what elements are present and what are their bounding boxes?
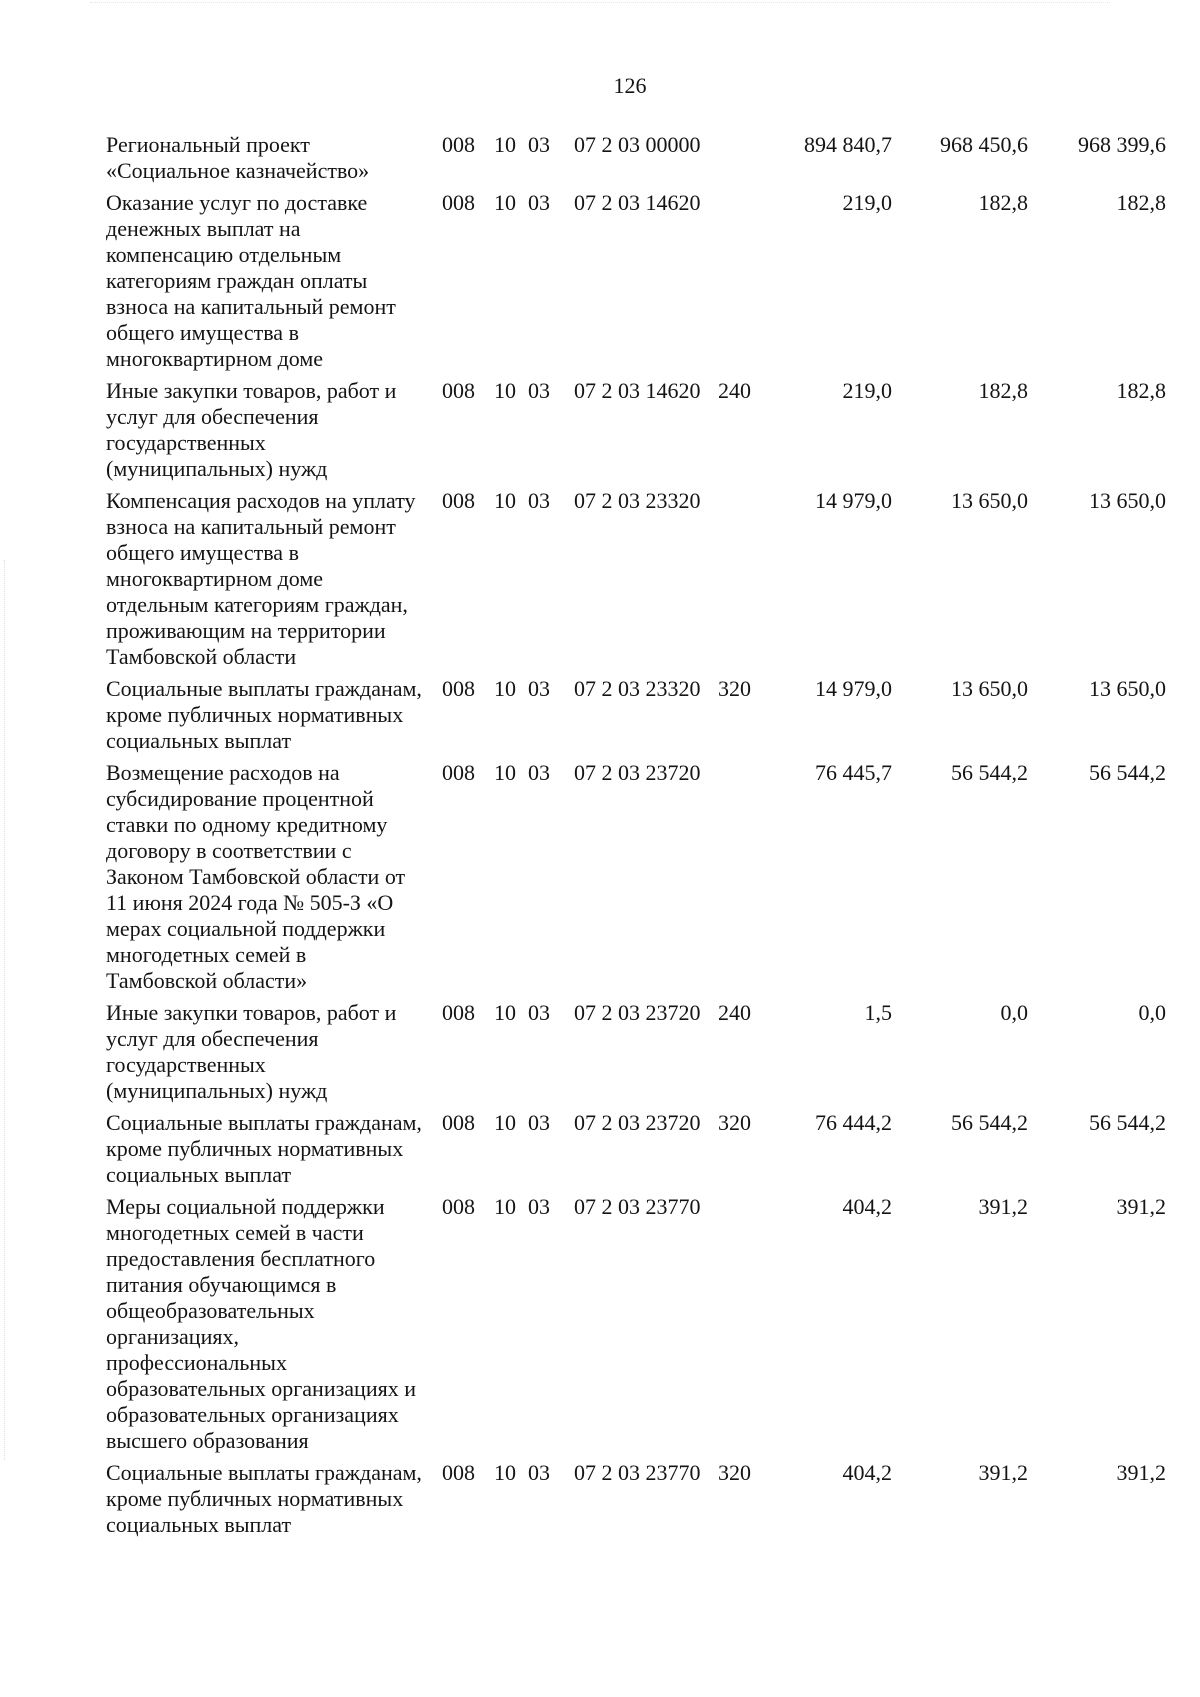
- subsection-code: 03: [528, 1110, 550, 1135]
- amount-year-3: 391,2: [1116, 1194, 1166, 1219]
- target-article: 07 2 03 23770: [574, 1194, 701, 1219]
- amount-year-2: 13 650,0: [951, 676, 1028, 701]
- row-name: Меры социальной поддержки многодетных семей в части предоставления бесплатного питания обучающимся в общеобразовательных организациях, профессиональных образовательных организациях и образовательных организациях высшего образования: [106, 1194, 416, 1453]
- section-code: 10: [494, 378, 516, 403]
- row-name: Возмещение расходов на субсидирование процентной ставки по одному кредитному договору в соответствии с Законом Тамбовской области от 11 июня 2024 года № 505-З «О мерах социальной поддержки многодетных семей в Тамбовской области»: [106, 760, 406, 993]
- ministry-code: 008: [442, 488, 475, 513]
- ministry-code: 008: [442, 1194, 475, 1219]
- amount-year-2: 391,2: [978, 1460, 1028, 1485]
- amount-year-2: 391,2: [978, 1194, 1028, 1219]
- scan-top-artifact: [90, 2, 1110, 4]
- table-row: [0, 1000, 1200, 1110]
- expense-type: 320: [718, 1460, 751, 1485]
- target-article: 07 2 03 14620: [574, 190, 701, 215]
- amount-year-1: 76 444,2: [815, 1110, 892, 1135]
- row-name: Компенсация расходов на уплату взноса на капитальный ремонт общего имущества в многоквартирном доме отдельным категориям граждан, проживающим на территории Тамбовской области: [106, 488, 416, 669]
- amount-year-1: 14 979,0: [815, 488, 892, 513]
- subsection-code: 03: [528, 1460, 550, 1485]
- amount-year-1: 14 979,0: [815, 676, 892, 701]
- section-code: 10: [494, 190, 516, 215]
- section-code: 10: [494, 760, 516, 785]
- amount-year-3: 391,2: [1116, 1460, 1166, 1485]
- amount-year-3: 56 544,2: [1089, 1110, 1166, 1135]
- target-article: 07 2 03 23320: [574, 676, 701, 701]
- budget-table: [0, 132, 1200, 1544]
- subsection-code: 03: [528, 676, 550, 701]
- subsection-code: 03: [528, 132, 550, 157]
- amount-year-2: 182,8: [978, 378, 1028, 403]
- section-code: 10: [494, 676, 516, 701]
- ministry-code: 008: [442, 378, 475, 403]
- table-row: [0, 1460, 1200, 1544]
- table-row: [0, 676, 1200, 760]
- ministry-code: 008: [442, 676, 475, 701]
- ministry-code: 008: [442, 132, 475, 157]
- row-name: Региональный проект «Социальное казначейство»: [106, 132, 370, 183]
- row-name: Оказание услуг по доставке денежных выплат на компенсацию отдельным категориям граждан оплаты взноса на капитальный ремонт общего имущества в многоквартирном доме: [106, 190, 396, 371]
- expense-type: 320: [718, 1110, 751, 1135]
- amount-year-1: 219,0: [842, 190, 892, 215]
- amount-year-2: 0,0: [1000, 1000, 1028, 1025]
- subsection-code: 03: [528, 760, 550, 785]
- section-code: 10: [494, 1000, 516, 1025]
- amount-year-3: 0,0: [1138, 1000, 1166, 1025]
- section-code: 10: [494, 1110, 516, 1135]
- ministry-code: 008: [442, 1110, 475, 1135]
- expense-type: 240: [718, 378, 751, 403]
- section-code: 10: [494, 1194, 516, 1219]
- subsection-code: 03: [528, 1000, 550, 1025]
- row-name: Социальные выплаты гражданам, кроме публичных нормативных социальных выплат: [106, 1460, 422, 1537]
- amount-year-1: 894 840,7: [804, 132, 892, 157]
- row-name: Иные закупки товаров, работ и услуг для обеспечения государственных (муниципальных) нужд: [106, 1000, 397, 1103]
- amount-year-2: 56 544,2: [951, 760, 1028, 785]
- table-row: [0, 760, 1200, 1000]
- amount-year-2: 182,8: [978, 190, 1028, 215]
- subsection-code: 03: [528, 378, 550, 403]
- expense-type: 240: [718, 1000, 751, 1025]
- amount-year-3: 13 650,0: [1089, 488, 1166, 513]
- amount-year-1: 404,2: [842, 1194, 892, 1219]
- amount-year-2: 56 544,2: [951, 1110, 1028, 1135]
- section-code: 10: [494, 132, 516, 157]
- table-row: [0, 1110, 1200, 1194]
- amount-year-2: 968 450,6: [940, 132, 1028, 157]
- subsection-code: 03: [528, 488, 550, 513]
- amount-year-3: 182,8: [1116, 378, 1166, 403]
- target-article: 07 2 03 23720: [574, 1110, 701, 1135]
- expense-type: 320: [718, 676, 751, 701]
- ministry-code: 008: [442, 1000, 475, 1025]
- target-article: 07 2 03 00000: [574, 132, 701, 157]
- row-name: Социальные выплаты гражданам, кроме публичных нормативных социальных выплат: [106, 676, 422, 753]
- table-row: [0, 132, 1200, 190]
- page-number: 126: [613, 73, 647, 98]
- table-row: [0, 378, 1200, 488]
- amount-year-3: 968 399,6: [1078, 132, 1166, 157]
- ministry-code: 008: [442, 760, 475, 785]
- table-row: [0, 190, 1200, 378]
- ministry-code: 008: [442, 1460, 475, 1485]
- amount-year-1: 1,5: [864, 1000, 892, 1025]
- target-article: 07 2 03 23770: [574, 1460, 701, 1485]
- amount-year-1: 219,0: [842, 378, 892, 403]
- subsection-code: 03: [528, 1194, 550, 1219]
- amount-year-1: 76 445,7: [815, 760, 892, 785]
- section-code: 10: [494, 1460, 516, 1485]
- amount-year-1: 404,2: [842, 1460, 892, 1485]
- target-article: 07 2 03 23320: [574, 488, 701, 513]
- target-article: 07 2 03 14620: [574, 378, 701, 403]
- row-name: Иные закупки товаров, работ и услуг для обеспечения государственных (муниципальных) нужд: [106, 378, 397, 481]
- table-row: [0, 1194, 1200, 1460]
- amount-year-3: 56 544,2: [1089, 760, 1166, 785]
- row-name: Социальные выплаты гражданам, кроме публичных нормативных социальных выплат: [106, 1110, 422, 1187]
- ministry-code: 008: [442, 190, 475, 215]
- table-row: [0, 488, 1200, 676]
- amount-year-2: 13 650,0: [951, 488, 1028, 513]
- section-code: 10: [494, 488, 516, 513]
- subsection-code: 03: [528, 190, 550, 215]
- target-article: 07 2 03 23720: [574, 760, 701, 785]
- amount-year-3: 182,8: [1116, 190, 1166, 215]
- amount-year-3: 13 650,0: [1089, 676, 1166, 701]
- target-article: 07 2 03 23720: [574, 1000, 701, 1025]
